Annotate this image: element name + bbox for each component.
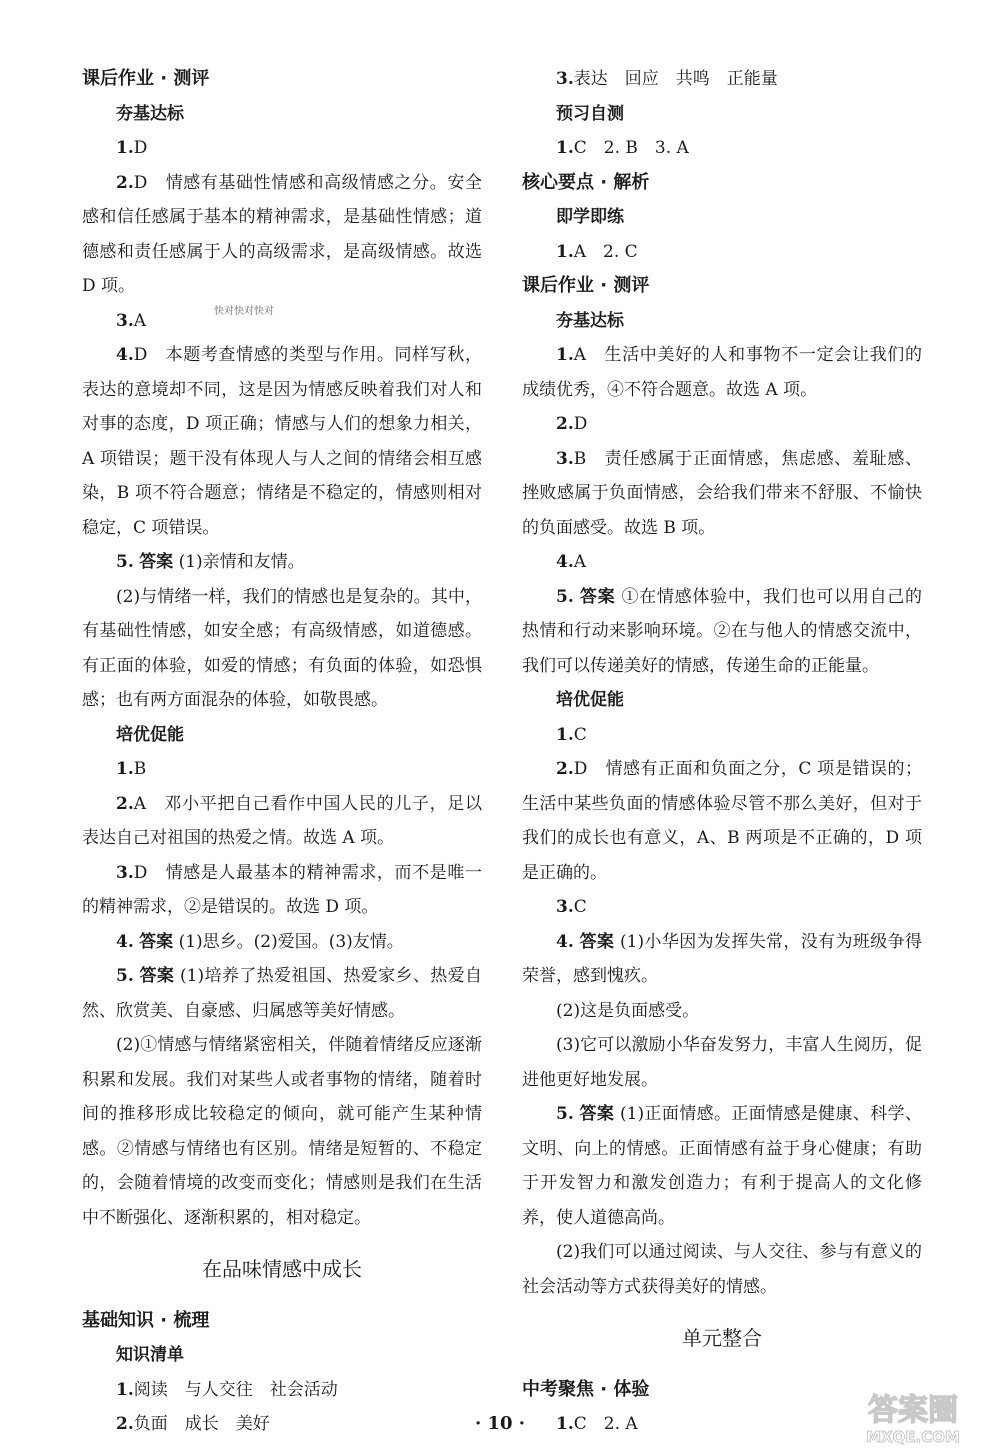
answer-item: 2.负面 成长 美好	[116, 1414, 270, 1434]
answer-item: 5. 答案 (1)培养了热爱祖国、热爱家乡、热爱自然、欣赏美、自豪感、归属感等美好情感。	[82, 966, 483, 1021]
answer-item: 2.D	[556, 414, 588, 434]
watermark-url: MXQE.COM	[866, 1428, 960, 1446]
answer-paragraph: (2)①情感与情绪紧密相关，伴随着情绪反应逐渐积累和发展。我们对某些人或者事物的情绪，随着时间的推移形成比较稳定的倾向，就可能产生某种情感。②情感与情绪也有区别。情绪是短暂的、不稳定的，会随着情境的改变而变化；情感则是我们在生活中不断强化、逐渐积累的，相对稳定。	[82, 1035, 482, 1228]
answer-item: 1.阅读 与人交往 社会活动	[116, 1379, 338, 1400]
answer-item: 4. 答案 (1)小华因为发挥失常，没有为班级争得荣誉，感到愧疚。	[522, 931, 923, 986]
answer-item: 3.A	[116, 310, 147, 331]
watermark-text: 答案圈	[868, 1393, 958, 1428]
subsection-heading: 知识清单	[116, 1345, 184, 1365]
answer-item: 5. 答案 (1)亲情和友情。	[116, 552, 305, 572]
answer-item: 1.A 2. C	[556, 241, 638, 262]
answer-item: 4. 答案 (1)思乡。(2)爱国。(3)友情。	[116, 931, 404, 952]
watermark-logo	[838, 1386, 988, 1446]
answer-item: 5. 答案 ①在情感体验中，我们也可以用自己的热情和行动来影响环境。②在与他人的情感交流中，我们可以传递美好的情感，传递生命的正能量。	[522, 586, 923, 676]
answer-item: 3.表达 回应 共鸣 正能量	[556, 69, 778, 89]
section-heading: 中考聚焦 · 体验	[522, 1378, 650, 1400]
section-heading: 基础知识 · 梳理	[82, 1309, 210, 1331]
answer-item: 1.B	[116, 759, 147, 779]
answer-item: 2.D 情感有基础性情感和高级情感之分。安全感和信任感属于基本的精神需求，是基础性情感；道德感和责任感属于人的高级需求，是高级情感。故选 D 项。	[82, 172, 482, 296]
answer-paragraph: (2)与情绪一样，我们的情感也是复杂的。其中，有基础性情感，如安全感；有高级情感，如道德感。有正面的体验，如爱的情感；有负面的体验，如恐惧感；也有两方面混杂的体验，如敬畏感。	[82, 586, 482, 710]
answer-paragraph: (3)它可以激励小华奋发努力，丰富人生阅历，促进他更好地发展。	[522, 1035, 922, 1090]
subsection-heading: 预习自测	[556, 103, 624, 124]
answer-item: 1.D	[116, 138, 148, 158]
answer-item: 3.D 情感是人最基本的精神需求，而不是唯一的精神需求，②是错误的。故选 D 项。	[82, 862, 482, 917]
unit-title: 单元整合	[682, 1326, 762, 1350]
subsection-heading: 夯基达标	[556, 310, 624, 331]
section-heading: 课后作业 · 测评	[522, 275, 650, 296]
page-number: · 10 ·	[474, 1413, 526, 1434]
section-heading: 核心要点 · 解析	[522, 171, 650, 193]
stamp-mark: 快对快对快对	[214, 306, 274, 317]
answer-item: 3.B 责任感属于正面情感，焦虑感、羞耻感、挫败感属于负面情感，会给我们带来不舒服、不愉快的负面感受。故选 B 项。	[522, 448, 922, 538]
answer-item: 2.D 情感有正面和负面之分，C 项是错误的；生活中某些负面的情感体验尽管不那么美好，但对于我们的成长也有意义，A、B 两项是不正确的，D 项是正确的。	[522, 759, 922, 883]
answer-item: 1.C 2. B 3. A	[556, 138, 689, 158]
answer-item: 2.A 邓小平把自己看作中国人民的儿子，足以表达自己对祖国的热爱之情。故选 A 项。	[82, 793, 482, 848]
answer-item: 5. 答案 (1)正面情感。正面情感是健康、科学、文明、向上的情感。正面情感有益于身心健康；有助于开发智力和激发创造力；有利于提高人的文化修养，使人道德高尚。	[522, 1104, 923, 1228]
subsection-heading: 夯基达标	[116, 103, 184, 124]
right-column	[522, 62, 922, 1442]
left-column	[82, 62, 482, 1442]
subsection-heading: 培优促能	[116, 724, 184, 745]
answer-item: 4.A	[556, 552, 587, 572]
answer-paragraph: (2)我们可以通过阅读、与人交往、参与有意义的社会活动等方式获得美好的情感。	[522, 1242, 922, 1297]
answer-item: 1.A 生活中美好的人和事物不一定会让我们的成绩优秀，④不符合题意。故选 A 项。	[522, 345, 922, 400]
answer-item: 1.C	[556, 724, 587, 745]
answer-item: 4.D 本题考查情感的类型与作用。同样写秋，表达的意境却不同，这是因为情感反映着我们对人和对事的态度，D 项正确；情感与人们的想象力相关，A 项错误；题干没有体现人与人之间的情绪会相互感染，B 项不符合题意；情绪是不稳定的，情感则相对稳定，C 项错误。	[82, 345, 482, 538]
lesson-title: 在品味情感中成长	[202, 1257, 362, 1281]
section-heading: 课后作业 · 测评	[82, 68, 210, 89]
answer-item: 1.C 2. A	[556, 1414, 638, 1434]
subsection-heading: 即学即练	[556, 207, 624, 227]
answer-item: 3.C	[556, 897, 587, 917]
subsection-heading: 培优促能	[556, 690, 624, 710]
answer-paragraph: (2)这是负面感受。	[556, 1000, 700, 1021]
